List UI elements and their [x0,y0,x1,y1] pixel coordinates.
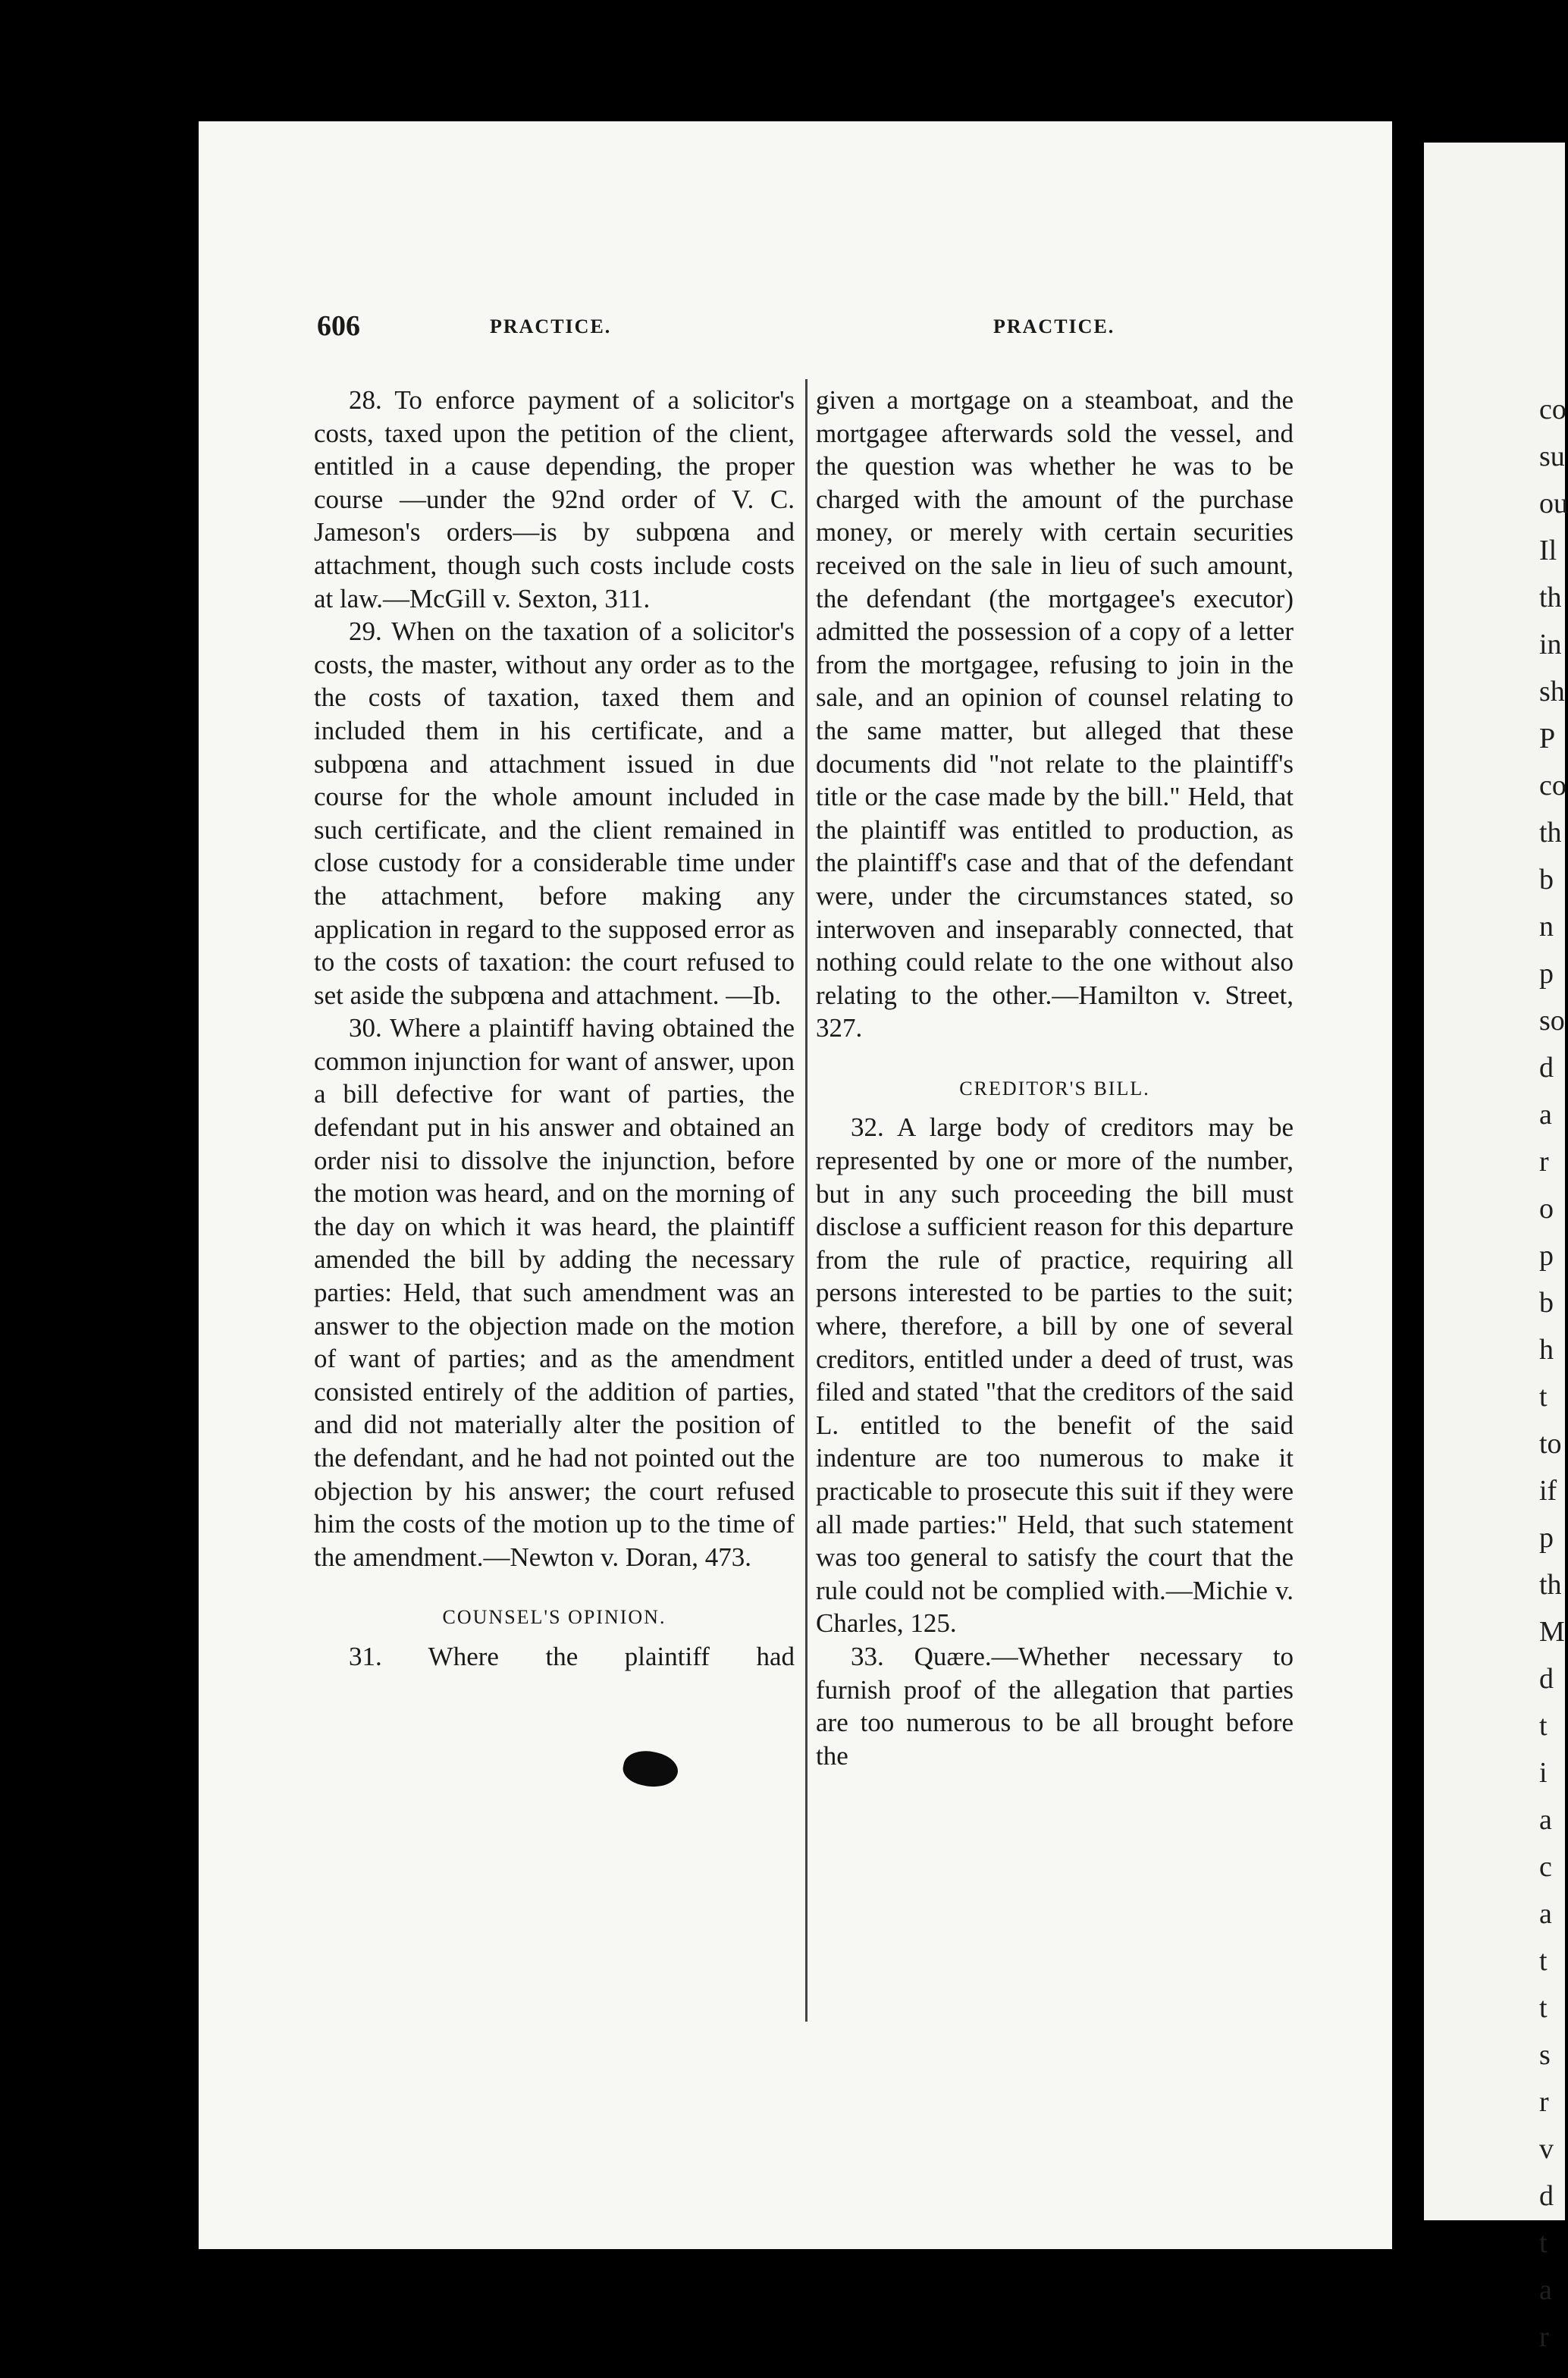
next-page-fragment: p [1539,1240,1554,1272]
heading-counsels-opinion: COUNSEL'S OPINION. [442,1606,666,1629]
next-page-fragment: r [1539,2321,1549,2353]
next-page-fragment: su [1539,441,1565,472]
next-page-fragment: ou [1539,488,1568,519]
next-page-fragment: P [1539,723,1556,754]
next-page-fragment: a [1539,1898,1552,1930]
right-column [816,384,1294,1772]
next-page-fragment: a [1539,2274,1552,2306]
next-page-fragment: b [1539,864,1554,896]
next-page-fragment: a [1539,1099,1552,1131]
next-page-fragment: s [1539,2039,1551,2071]
next-page-fragment: t [1539,2227,1548,2259]
next-page-fragment: a [1539,1804,1552,1836]
running-head-right: PRACTICE. [993,315,1115,337]
next-page-fragment: b [1539,1287,1554,1319]
next-page-fragment: co [1539,770,1566,802]
adjacent-page-edge [1424,143,1568,2353]
next-page-fragment: t [1539,1710,1548,1742]
next-page-fragment: o [1539,1193,1554,1225]
next-page-fragment: i [1539,1757,1548,1789]
next-page-fragment: so [1539,1005,1565,1037]
paragraph-31-start: 31. Where the plaintiff had [349,1641,795,1671]
next-page-fragment: t [1539,1381,1548,1413]
next-page-fragment: if [1539,1475,1557,1507]
next-page-fragment: co [1539,394,1566,425]
next-page-fragment: d [1539,1052,1554,1084]
next-page-fragment: t [1539,1945,1548,1977]
heading-creditors-bill: CREDITOR'S BILL. [959,1077,1150,1100]
next-page-fragment: sh [1539,676,1565,707]
paragraph-32: 32. A large body of creditors may be represented by one or more of the number, but in any such proceeding the bill must disclose a sufficient reason for this departure from the rule of practice, requiring all persons interested to be parties to the suit; where, therefore, a bill by one of several creditors, entitled under a deed of trust, was filed and stated "that the creditors of the said L. entitled to the benefit of the said indenture are too numerous to make it practicable to prosecute this suit if they were all made parties:" Held, that such statement was too general to satisfy the court that the rule could not be complied with.—Michie v. Charles, 125. [816,1112,1294,1639]
next-page-fragment: in [1539,629,1562,660]
paragraph-31-continued: given a mortgage on a steamboat, and the mortgagee afterwards sold the vessel, and the question was whether he was to be charged with the amount of the purchase money, or merely with certain securities received on the sale in lieu of such amount, the defendant (the mortgagee's executor) admitted the possession of a copy of a letter from the mortgagee, refusing to join in the sale, and an opinion of counsel relating to the same matter, but alleged that these documents did "not relate to the plaintiff's title or the case made by the bill." Held, that the plaintiff was entitled to production, as the plaintiff's case and that of the defendant were, under the circumstances stated, so interwoven and inseparably connected, that nothing could relate to the one without also relating to the other.—Hamilton v. Street, 327. [816,385,1294,1043]
paragraph-29: 29. When on the taxation of a solicitor's costs, the master, without any order as to the the costs of taxation, taxed them and included them in his certificate, and a subpœna and attachment issued in due course for the whole amount included in such certificate, and the client remained in close custody for a considerable time under the attachment, before making any application in regard to the supposed error as to the costs of taxation: the court refused to set aside the subpœna and attachment. —Ib. [314,616,795,1010]
next-page-fragment: r [1539,1146,1549,1178]
next-page-fragment: n [1539,911,1554,943]
next-page-fragment: Il [1539,535,1557,566]
next-page-fragment: p [1539,1522,1554,1554]
next-page-fragment: d [1539,2180,1554,2212]
next-page-fragment: d [1539,1663,1554,1695]
page-number: 606 [317,310,360,342]
column-rule [805,379,808,2022]
paragraph-33: 33. Quære.—Whether necessary to furnish proof of the allegation that parties are too numerous to be all brought before the [816,1641,1294,1771]
next-page-fragment: r [1539,2086,1549,2118]
next-page-fragment: M [1539,1616,1565,1648]
next-page-fragment: th [1539,817,1562,849]
next-page-fragment: c [1539,1851,1552,1883]
left-column [314,384,795,1674]
next-page-fragment: to [1539,1428,1562,1460]
running-head-left: PRACTICE. [490,315,612,337]
next-page-fragment: h [1539,1334,1554,1366]
next-page-fragment: t [1539,1992,1548,2024]
next-page-fragment: th [1539,1569,1562,1601]
next-page-fragment: th [1539,582,1562,613]
next-page-fragment: v [1539,2133,1554,2165]
next-page-fragment: p [1539,958,1554,990]
paragraph-30: 30. Where a plaintiff having obtained the common injunction for want of answer, upon a bill defective for want of parties, the defendant put in his answer and obtained an order nisi to dissolve the injunction, before the motion was heard, and on the morning of the day on which it was heard, the plaintiff amended the bill by adding the necessary parties: Held, that such amendment was an answer to the objection made on the motion of want of parties; and as the amendment consisted entirely of the addition of parties, and did not materially alter the position of the defendant, and he had not pointed out the objection by his answer; the court refused him the costs of the motion up to the time of the amendment.—Newton v. Doran, 473. [314,1013,795,1572]
paragraph-28: 28. To enforce payment of a solicitor's costs, taxed upon the petition of the client, entitled in a cause depending, the proper course —under the 92nd order of V. C. Jameson's orders—is by subpœna and attachment, though such costs include costs at law.—McGill v. Sexton, 311. [314,385,795,613]
